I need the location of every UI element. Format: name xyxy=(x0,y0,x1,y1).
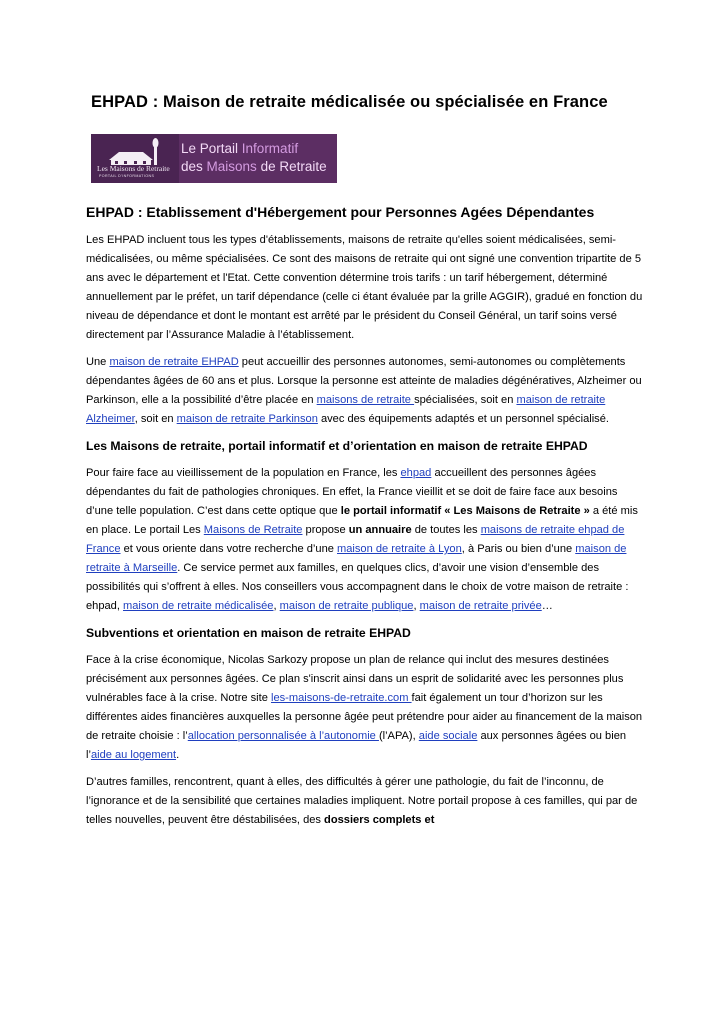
link-maisons-de-retraite[interactable]: maisons de retraite xyxy=(316,394,415,406)
banner-headline-line1: Le Portail Informatif xyxy=(181,141,299,156)
link-maisons-retraite-ehpad-france[interactable]: maisons de retraite ehpad de France xyxy=(86,524,625,555)
section-heading-ehpad: EHPAD : Etablissement d'Hébergement pour Personnes Agées Dépendantes xyxy=(86,204,595,220)
link-maison-retraite-lyon[interactable]: maison de retraite à Lyon xyxy=(337,543,462,555)
banner-headline-line2: des Maisons de Retraite xyxy=(181,159,327,174)
link-maison-retraite-ehpad[interactable]: maison de retraite EHPAD xyxy=(109,356,239,368)
section-heading-subventions: Subventions et orientation en maison de retraite EHPAD xyxy=(86,626,411,640)
banner-brand-tagline: PORTAIL D'INFORMATIONS xyxy=(99,174,155,178)
paragraph-subventions: Face à la crise économique, Nicolas Sarkozy propose un plan de relance qui inclut des mesures destinées précisément aux personnes âgées. Ce plan s'inscrit ainsi dans un esprit de solidarité avec les personnes plus vulnérables face à la crise. Notre site les-maisons-de-retraite.com fait également un tour d’horizon sur les différentes aides financières auxquelles la personne âgée peut prétendre pour aider au financement de la maison de retraite choisie : l’allocation personnalisée à l’autonomie (l’APA), aide sociale aux personnes âgées ou bien l’aide au logement. xyxy=(86,654,643,761)
paragraph-ehpad-definition: Les EHPAD incluent tous les types d'établissements, maisons de retraite qu'elles soient médicalisées, semi-médicalisées, ou même spécialisées. Ce sont des maisons de retraite qui ont signé une convention tripartite de 5 ans avec le département et l'Etat. Cette convention détermine trois tarifs : un tarif hébergement, déterminé annuellement par le préfet, un tarif dépendance (celle ci étant évaluée par la grille AGGIR), gradué en fonction du niveau de dépendance et dont le montant est arrêté par le président du Conseil Général, un tarif soins versé directement par l’Assurance Maladie à l’établissement. xyxy=(86,234,643,341)
link-maison-retraite-publique[interactable]: maison de retraite publique xyxy=(279,600,414,612)
portal-banner-logo[interactable] xyxy=(91,134,337,183)
link-maison-retraite-alzheimer[interactable]: maison de retraite Alzheimer xyxy=(86,394,606,425)
article-body xyxy=(86,202,646,838)
paragraph-ehpad-residents: Une maison de retraite EHPAD peut accueillir des personnes autonomes, semi-autonomes ou complètements dépendantes âgées de 60 ans et plus. Lorsque la personne est atteinte de maladies dégénératives, Alzheimer ou Parkinson, elle a la possibilité d’être placée en maisons de retraite spécialisées, soit en maison de retraite Alzheimer, soit en maison de retraite Parkinson avec des équipements adaptés et un personnel spécialisé. xyxy=(86,356,642,425)
page-title: EHPAD : Maison de retraite médicalisée ou spécialisée en France xyxy=(91,93,608,111)
paragraph-portal: Pour faire face au vieillissement de la population en France, les ehpad accueillent des personnes âgées dépendantes du fait de pathologies chroniques. En effet, la France vieillit et se doit de faire face aux besoins d’une telle population. C’est dans cette optique que le portail informatif « Les Maisons de Retraite » a été mis en place. Le portail Les Maisons de Retraite propose un annuaire de toutes les maisons de retraite ehpad de France et vous oriente dans votre recherche d’une maison de retraite à Lyon, à Paris ou bien d’une maison de retraite à Marseille. Ce service permet aux familles, en quelques clics, d’avoir une vision d’ensemble des possibilités qui s’offrent à elles. Nos conseillers vous accompagnent dans le choix de votre maison de retraite : ehpad, maison de retraite médicalisée, maison de retraite publique, maison de retraite privée… xyxy=(86,467,638,612)
link-maison-retraite-marseille[interactable]: maison de retraite à Marseille xyxy=(86,543,627,574)
link-maison-retraite-medicalisee[interactable]: maison de retraite médicalisée xyxy=(123,600,274,612)
banner-brand-name: Les Maisons de Retraite xyxy=(97,164,170,173)
link-site-les-maisons-de-retraite[interactable]: les-maisons-de-retraite.com xyxy=(270,692,412,704)
link-aide-au-logement[interactable]: aide au logement xyxy=(90,749,177,761)
link-allocation-autonomie[interactable]: allocation personnalisée à l’autonomie xyxy=(187,730,379,742)
section-heading-portal: Les Maisons de retraite, portail informatif et d’orientation en maison de retraite EHPAD xyxy=(86,439,588,453)
link-maison-retraite-privee[interactable]: maison de retraite privée xyxy=(419,600,542,612)
link-aide-sociale[interactable]: aide sociale xyxy=(418,730,478,742)
paragraph-families: D’autres familles, rencontrent, quant à elles, des difficultés à gérer une pathologie, du fait de l’inconnu, de l’ignorance et de la sensibilité que certaines maladies impliquent. Notre portail propose à ces familles, qui par de telles nouvelles, peuvent être déstabilisées, des dossiers complets et xyxy=(86,776,638,826)
link-maison-retraite-parkinson[interactable]: maison de retraite Parkinson xyxy=(176,413,318,425)
link-ehpad[interactable]: ehpad xyxy=(400,467,432,479)
link-maisons-de-retraite-portal[interactable]: Maisons de Retraite xyxy=(203,524,303,536)
